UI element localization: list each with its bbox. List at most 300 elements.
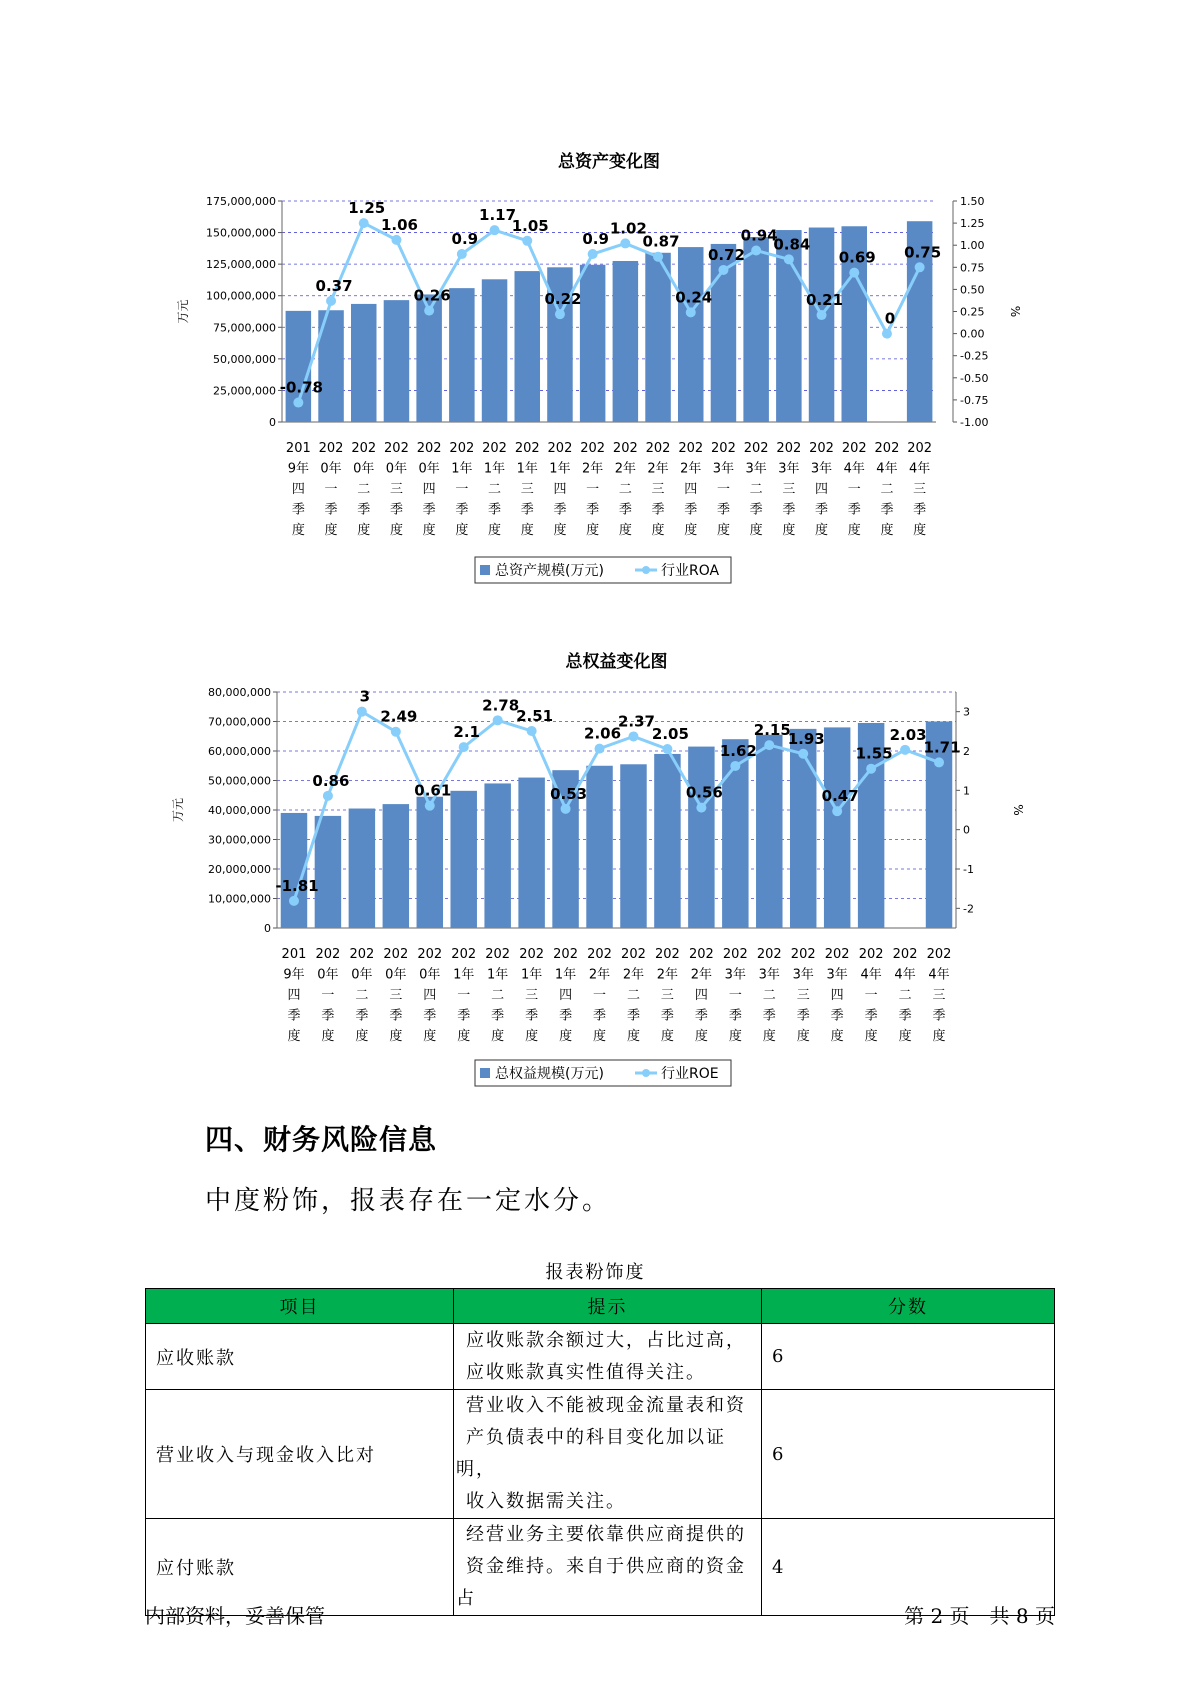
x-tick-label: 202: [892, 947, 918, 962]
x-tick-label: 度: [389, 1029, 403, 1044]
x-tick-label: 202: [383, 947, 409, 962]
x-tick-label: 季: [830, 1008, 844, 1024]
row-score: 6: [762, 1324, 1055, 1390]
line-point: [849, 268, 859, 278]
bar: [315, 816, 341, 928]
x-tick-label: 季: [520, 502, 534, 518]
data-label: 0.53: [550, 784, 588, 803]
row-item: 营业收入与现金收入比对: [146, 1390, 454, 1519]
bar: [809, 228, 835, 422]
y2-axis-title: %: [1011, 804, 1025, 816]
line-point: [293, 398, 303, 408]
line-point: [459, 742, 469, 752]
x-tick-label: 3年: [724, 967, 746, 983]
x-tick-label: 季: [455, 502, 469, 518]
x-tick-label: 0年: [385, 461, 408, 477]
line-point: [527, 726, 537, 736]
y-tick-label: 80,000,000: [208, 686, 271, 699]
table-row: [146, 1324, 1055, 1390]
x-tick-label: 四: [694, 988, 708, 1003]
x-tick-label: 二: [880, 482, 894, 497]
y2-tick-label: 1.25: [960, 217, 985, 231]
x-tick-label: 9年: [283, 967, 305, 983]
row-score: 4: [762, 1519, 1055, 1616]
bar: [482, 279, 508, 422]
x-tick-label: 三: [389, 482, 403, 497]
x-tick-label: 202: [451, 947, 477, 962]
x-tick-label: 1年: [520, 967, 543, 983]
x-tick-label: 202: [587, 947, 612, 962]
y2-tick-label: -2: [963, 902, 974, 916]
x-tick-label: 四: [287, 988, 301, 1003]
x-tick-label: 季: [488, 502, 502, 518]
x-tick-label: 2年: [588, 967, 611, 983]
data-label: 1.05: [511, 216, 549, 235]
legend-line-marker: [642, 566, 650, 574]
x-tick-label: 度: [782, 523, 796, 538]
x-tick-label: 202: [809, 441, 834, 456]
x-tick-label: 度: [626, 1029, 640, 1044]
x-tick-label: 度: [796, 1029, 810, 1044]
x-tick-label: 度: [553, 523, 567, 538]
y-tick-label: 50,000,000: [208, 774, 271, 788]
line-point: [751, 246, 761, 256]
bar: [620, 764, 646, 928]
y2-tick-label: -0.75: [960, 393, 989, 407]
hint-line: 应收账款真实性值得关注。: [466, 1361, 706, 1383]
x-tick-label: 季: [684, 502, 698, 518]
y-tick-label: 0: [269, 416, 276, 429]
y-tick-label: 70,000,000: [208, 715, 271, 729]
data-label: 0.24: [675, 288, 713, 307]
bar: [351, 304, 377, 422]
line-point: [391, 727, 401, 737]
x-tick-label: 202: [926, 947, 952, 962]
x-tick-label: 4年: [860, 967, 882, 983]
data-label: 0.26: [413, 286, 451, 305]
x-tick-label: 四: [553, 482, 567, 497]
x-tick-label: 202: [678, 441, 704, 456]
x-tick-label: 季: [660, 1008, 674, 1024]
x-tick-label: 度: [830, 1029, 844, 1044]
x-tick-label: 202: [315, 947, 341, 962]
x-tick-label: 202: [580, 441, 606, 456]
x-tick-label: 度: [593, 1029, 607, 1044]
x-tick-label: 202: [841, 441, 867, 456]
y-tick-label: 40,000,000: [208, 804, 271, 817]
x-tick-label: 季: [389, 502, 403, 518]
legend-bar-label: 总权益规模(万元): [495, 1066, 604, 1082]
x-tick-label: 3年: [758, 967, 780, 983]
line-point: [900, 745, 910, 755]
data-label: 0.21: [806, 291, 844, 310]
x-tick-label: 度: [847, 523, 861, 538]
table-row: [146, 1390, 1055, 1519]
x-tick-label: 三: [782, 482, 796, 497]
x-tick-label: 二: [898, 988, 912, 1003]
x-tick-label: 季: [932, 1008, 946, 1024]
y-tick-label: 175,000,000: [206, 195, 276, 208]
x-tick-label: 季: [749, 502, 763, 518]
data-label: 1.17: [479, 206, 517, 225]
x-tick-label: 2年: [647, 461, 669, 477]
x-tick-label: 度: [491, 1029, 505, 1044]
bar: [450, 791, 476, 928]
data-label: 0.61: [414, 781, 452, 800]
line-point: [653, 252, 663, 262]
x-tick-label: 4年: [843, 461, 865, 477]
x-tick-label: 度: [618, 523, 632, 538]
line-point: [784, 254, 794, 264]
table-header-row: [146, 1289, 1055, 1324]
x-tick-label: 度: [422, 523, 436, 538]
x-tick-label: 度: [749, 523, 763, 538]
x-tick-label: 度: [586, 523, 600, 538]
x-tick-label: 二: [618, 482, 632, 497]
data-label: 3: [359, 687, 371, 706]
y2-tick-label: -0.50: [960, 371, 989, 385]
data-label: 0: [884, 309, 896, 328]
x-tick-label: 度: [423, 1029, 437, 1044]
x-tick-label: 三: [913, 482, 927, 497]
x-tick-label: 度: [357, 523, 371, 538]
y-tick-label: 0: [264, 922, 271, 935]
bar: [645, 253, 671, 422]
x-tick-label: 度: [716, 523, 730, 538]
chart-title: 总资产变化图: [558, 152, 660, 172]
line-point: [866, 764, 876, 774]
x-tick-label: 度: [355, 1029, 369, 1044]
line-point: [686, 307, 696, 317]
x-tick-label: 201: [285, 441, 311, 456]
x-tick-label: 季: [864, 1008, 878, 1024]
x-tick-label: 4年: [876, 461, 898, 477]
risk-summary-paragraph: 中度粉饰，报表存在一定水分。: [205, 1186, 612, 1216]
x-tick-label: 二: [357, 482, 371, 497]
y-tick-label: 60,000,000: [208, 745, 271, 758]
x-tick-label: 度: [762, 1029, 776, 1044]
line-point: [934, 757, 944, 767]
x-tick-label: 度: [321, 1029, 335, 1044]
chart-title: 总权益变化图: [565, 652, 668, 672]
x-tick-label: 三: [389, 988, 403, 1003]
line-point: [323, 791, 333, 801]
data-label: -1.81: [275, 876, 319, 895]
legend-line-label: 行业ROE: [661, 1066, 719, 1082]
data-label: 1.02: [609, 219, 647, 238]
line-point: [425, 801, 435, 811]
x-tick-label: 季: [457, 1008, 471, 1024]
x-tick-label: 202: [824, 947, 850, 962]
x-tick-label: 202: [318, 441, 344, 456]
x-tick-label: 202: [621, 947, 646, 962]
x-tick-label: 0年: [320, 461, 342, 477]
section-heading: 四、财务风险信息: [205, 1123, 438, 1156]
x-tick-label: 二: [355, 988, 369, 1003]
bar: [449, 288, 475, 422]
line-point: [493, 715, 503, 725]
x-tick-label: 季: [559, 1008, 573, 1024]
x-tick-label: 1年: [487, 967, 509, 983]
data-label: 2.1: [453, 723, 481, 742]
header-item: 项目: [146, 1289, 454, 1324]
x-tick-label: 季: [728, 1008, 742, 1024]
line-point: [359, 218, 369, 228]
x-tick-label: 202: [384, 441, 409, 456]
x-tick-label: 2年: [614, 461, 636, 477]
data-label: 0.72: [707, 245, 745, 264]
x-tick-label: 季: [491, 1008, 505, 1024]
y2-tick-label: 2: [963, 745, 970, 758]
header-hint: 提示: [454, 1289, 762, 1324]
row-hint: [454, 1324, 762, 1390]
line-point: [764, 740, 774, 750]
x-tick-label: 一: [586, 482, 600, 497]
x-tick-label: 季: [525, 1008, 539, 1024]
line-point: [490, 225, 500, 235]
x-tick-label: 202: [482, 441, 507, 456]
bar: [349, 809, 375, 928]
x-tick-label: 度: [694, 1029, 708, 1044]
x-tick-label: 3年: [792, 967, 814, 983]
x-tick-label: 度: [525, 1029, 539, 1044]
y-tick-label: 75,000,000: [213, 321, 276, 335]
legend-bar-swatch: [480, 1068, 490, 1078]
x-tick-label: 201: [281, 947, 307, 962]
x-tick-label: 三: [520, 482, 534, 497]
x-tick-label: 四: [422, 482, 436, 497]
x-tick-label: 四: [559, 988, 573, 1003]
x-tick-label: 202: [449, 441, 475, 456]
data-label: 0.75: [904, 243, 942, 262]
x-tick-label: 202: [612, 441, 638, 456]
footer-confidential: 内部资料，妥善保管: [145, 1604, 325, 1628]
x-tick-label: 四: [684, 482, 698, 497]
x-tick-label: 3年: [826, 967, 848, 983]
x-tick-label: 一: [716, 482, 730, 497]
x-tick-label: 度: [455, 523, 469, 538]
x-tick-label: 二: [749, 482, 763, 497]
x-tick-label: 度: [913, 523, 927, 538]
total-assets-chart-svg: [0, 135, 1191, 595]
data-label: 2.03: [889, 725, 927, 744]
bar: [586, 766, 612, 928]
bar: [484, 783, 510, 928]
header-score: 分数: [762, 1289, 1055, 1324]
data-label: 1.71: [923, 738, 961, 757]
x-tick-label: 202: [645, 441, 671, 456]
data-label: 1.62: [719, 741, 757, 760]
x-tick-label: 季: [716, 502, 730, 518]
line-point: [391, 235, 401, 245]
line-point: [555, 309, 565, 319]
line-point: [457, 249, 467, 259]
y2-tick-label: 0.00: [960, 327, 985, 341]
total-equity-chart-svg: [0, 635, 1191, 1095]
hint-line: 营业收入不能被现金流量表和资: [466, 1395, 746, 1416]
x-tick-label: 四: [423, 988, 437, 1003]
y-tick-label: 25,000,000: [213, 384, 276, 398]
x-tick-label: 9年: [287, 461, 309, 477]
y2-tick-label: 1.50: [960, 195, 985, 208]
x-tick-label: 三: [525, 988, 539, 1003]
y2-tick-label: -1.00: [960, 416, 989, 429]
y-tick-label: 150,000,000: [206, 226, 276, 240]
hint-line: 产负债表中的科目变化加以证明，: [456, 1427, 726, 1480]
x-tick-label: 202: [858, 947, 884, 962]
x-tick-label: 一: [457, 988, 471, 1003]
x-tick-label: 季: [880, 502, 894, 518]
line-point: [522, 236, 532, 246]
data-label: 2.78: [482, 696, 520, 715]
hint-line: 资金维持。来自于供应商的资金占: [456, 1556, 746, 1609]
data-label: 0.86: [312, 771, 350, 790]
y-tick-label: 50,000,000: [213, 352, 276, 366]
x-tick-label: 3年: [712, 461, 735, 477]
x-tick-label: 202: [485, 947, 511, 962]
x-tick-label: 1年: [451, 461, 473, 477]
x-tick-label: 202: [417, 947, 443, 962]
data-label: 0.9: [451, 230, 479, 249]
line-point: [662, 744, 672, 754]
row-hint: [454, 1390, 762, 1519]
x-tick-label: 202: [874, 441, 900, 456]
x-tick-label: 三: [651, 482, 665, 497]
legend-bar-swatch: [480, 565, 490, 575]
x-tick-label: 度: [389, 523, 403, 538]
x-tick-label: 度: [287, 1029, 301, 1044]
line-point: [588, 249, 598, 259]
x-tick-label: 0年: [351, 967, 373, 983]
hint-line: 经营业务主要依靠供应商提供的: [466, 1524, 746, 1545]
x-tick-label: 季: [423, 1008, 437, 1024]
line-point: [817, 310, 827, 320]
y-axis-title: 万元: [171, 797, 185, 823]
x-tick-label: 202: [711, 441, 736, 456]
x-tick-label: 202: [790, 947, 816, 962]
x-tick-label: 0年: [317, 967, 339, 983]
x-tick-label: 季: [815, 502, 829, 518]
data-label: 0.87: [642, 232, 680, 251]
x-tick-label: 度: [815, 523, 829, 538]
data-label: 1.25: [348, 199, 386, 218]
bar: [824, 727, 850, 928]
row-item: 应收账款: [146, 1324, 454, 1390]
x-tick-label: 季: [782, 502, 796, 518]
x-tick-label: 1年: [453, 967, 475, 983]
data-label: 2.05: [651, 725, 689, 744]
x-tick-label: 季: [389, 1008, 403, 1024]
line-point: [832, 806, 842, 816]
x-tick-label: 四: [291, 482, 305, 497]
data-label: 0.37: [315, 276, 353, 295]
x-tick-label: 季: [694, 1008, 708, 1024]
data-label: 0.9: [582, 230, 609, 249]
line-point: [915, 262, 925, 272]
x-tick-label: 三: [796, 988, 810, 1003]
x-tick-label: 一: [864, 988, 878, 1003]
y-tick-label: 125,000,000: [206, 258, 276, 272]
hint-line: 收入数据需关注。: [466, 1491, 626, 1512]
data-label: -0.78: [279, 378, 323, 397]
x-tick-label: 1年: [554, 967, 577, 983]
line-point: [561, 804, 571, 814]
x-tick-label: 季: [287, 1008, 301, 1024]
x-tick-label: 二: [762, 988, 776, 1003]
x-tick-label: 季: [847, 502, 861, 518]
x-tick-label: 季: [796, 1008, 810, 1024]
x-tick-label: 0年: [385, 967, 407, 983]
x-tick-label: 202: [722, 947, 748, 962]
bar: [383, 804, 409, 928]
x-tick-label: 202: [776, 441, 802, 456]
y2-tick-label: 0.75: [960, 261, 985, 275]
x-tick-label: 度: [660, 1029, 674, 1044]
x-tick-label: 度: [684, 523, 698, 538]
x-tick-label: 3年: [810, 461, 833, 477]
x-tick-label: 季: [355, 1008, 369, 1024]
x-tick-label: 4年: [909, 461, 931, 477]
x-tick-label: 度: [520, 523, 534, 538]
x-tick-label: 202: [514, 441, 540, 456]
legend-line-marker: [642, 1069, 650, 1077]
x-tick-label: 度: [291, 523, 305, 538]
bar: [518, 778, 544, 928]
x-tick-label: 度: [488, 523, 502, 538]
x-tick-label: 202: [349, 947, 375, 962]
x-tick-label: 季: [422, 502, 436, 518]
x-tick-label: 一: [321, 988, 335, 1003]
y2-tick-label: 3: [963, 705, 970, 719]
x-tick-label: 202: [688, 947, 714, 962]
y2-tick-label: 0.25: [960, 305, 985, 319]
footer-page-number: 第 2 页 共 8 页: [904, 1604, 1055, 1628]
x-tick-label: 3年: [745, 461, 767, 477]
x-tick-label: 1年: [483, 461, 506, 477]
x-tick-label: 202: [756, 947, 782, 962]
x-tick-label: 季: [762, 1008, 776, 1024]
data-label: 2.37: [617, 712, 655, 731]
row-hint: [454, 1519, 762, 1616]
data-label: 0.69: [838, 248, 876, 267]
line-point: [357, 707, 367, 717]
data-label: 1.55: [855, 744, 893, 763]
legend-line-label: 行业ROA: [661, 563, 720, 579]
x-tick-label: 三: [660, 988, 674, 1003]
x-tick-label: 一: [324, 482, 338, 497]
x-tick-label: 季: [586, 502, 600, 518]
y2-tick-label: -0.25: [960, 349, 989, 363]
x-tick-label: 度: [728, 1029, 742, 1044]
bar: [654, 754, 680, 928]
data-label: 0.47: [821, 787, 859, 806]
y2-tick-label: 0: [963, 823, 970, 837]
x-tick-label: 度: [457, 1029, 471, 1044]
x-tick-label: 度: [324, 523, 338, 538]
data-label: 0.94: [740, 226, 778, 245]
table-caption: 报表粉饰度: [545, 1262, 646, 1283]
data-label: 2.15: [753, 721, 791, 740]
y-tick-label: 10,000,000: [208, 892, 271, 906]
bar: [756, 735, 782, 928]
line-point: [424, 306, 434, 316]
x-tick-label: 202: [547, 441, 573, 456]
y-tick-label: 100,000,000: [206, 289, 276, 303]
y-tick-label: 30,000,000: [208, 833, 271, 847]
x-tick-label: 一: [455, 482, 469, 497]
data-label: 1.93: [787, 729, 825, 748]
legend-bar-label: 总资产规模(万元): [495, 563, 604, 579]
